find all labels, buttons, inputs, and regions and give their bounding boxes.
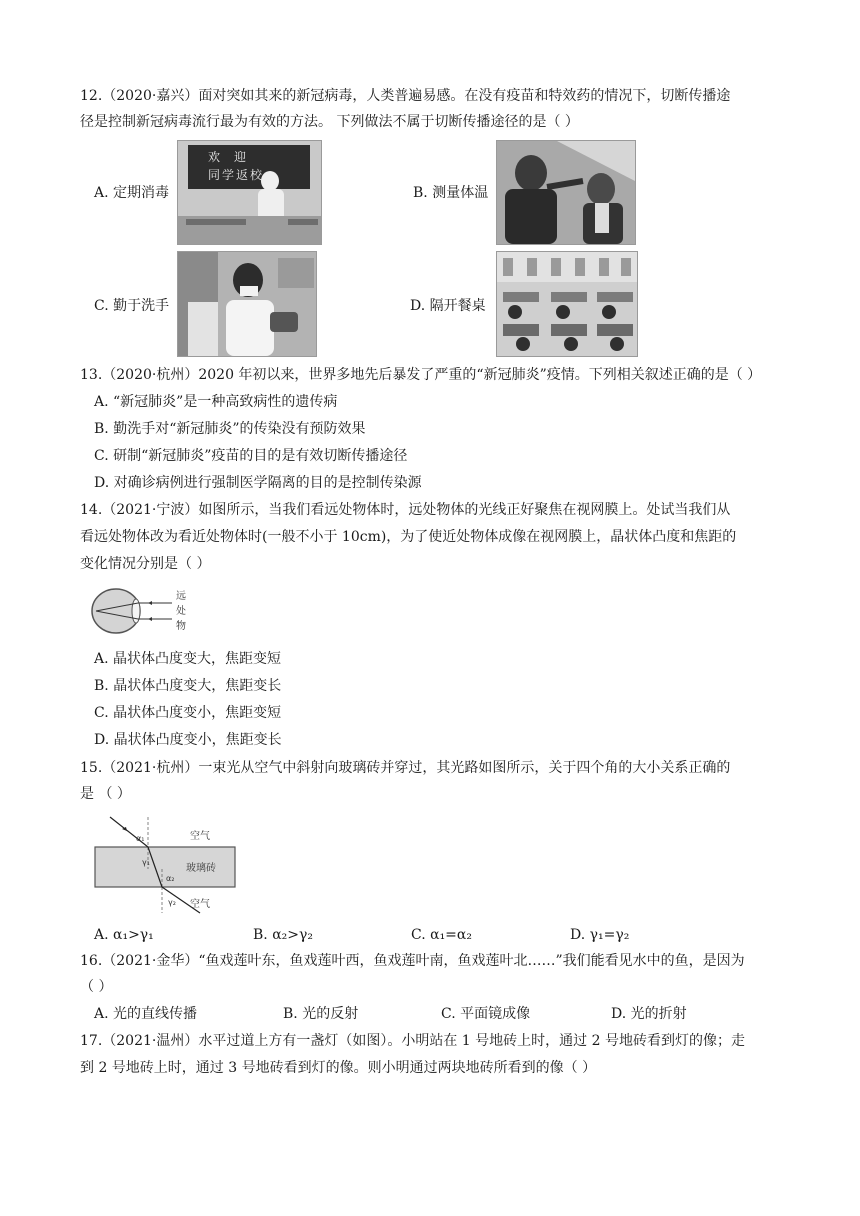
label-gamma2: γ₂	[168, 898, 176, 907]
photo-a-char-2: 迎	[234, 150, 247, 164]
q14-stem-line2: 看远处物体改为看近处物体时(一般不小于 10cm)，为了使近处物体成像在视网膜上，晶状体凸度和焦距的	[80, 529, 737, 545]
q13-option-d: D. 对确诊病例进行强制医学隔离的目的是控制传染源	[94, 475, 422, 491]
q15-stem-line1: 15.（2021·杭州）一束光从空气中斜射向玻璃砖并穿过，其光路如图所示，关于四个角的大小关系正确的	[80, 760, 731, 776]
q14-stem-line1: 14.（2021·宁波）如图所示，当我们看远处物体时，远处物体的光线正好聚焦在视网膜上。处试当我们从	[80, 502, 731, 518]
q14-option-c: C. 晶状体凸度变小，焦距变短	[94, 705, 282, 721]
q12-option-d: D. 隔开餐桌	[410, 298, 486, 314]
q17-stem-line1: 17.（2021·温州）水平过道上方有一盏灯（如图）。小明站在 1 号地砖上时，通过 2 号地砖看到灯的像；走	[80, 1033, 745, 1049]
label-air-bottom: 空气	[190, 899, 210, 910]
q12-option-b: B. 测量体温	[413, 185, 489, 201]
photo-separated-desks	[496, 251, 638, 357]
eye-diagram	[88, 585, 196, 637]
eye-label-2: 处	[176, 606, 186, 617]
q15-option-b: B. α₂>γ₂	[253, 927, 313, 943]
q15-stem-line2: 是 （ ）	[80, 786, 131, 802]
q12-stem-line1: 12.（2020·嘉兴）面对突如其来的新冠病毒，人类普遍易感。在没有疫苗和特效药的情况下，切断传播途	[80, 88, 731, 104]
label-alpha1: α₁	[136, 834, 145, 843]
q13-option-c: C. 研制“新冠肺炎”疫苗的目的是有效切断传播途径	[94, 448, 408, 464]
q16-option-d: D. 光的折射	[611, 1006, 687, 1022]
q15-option-c: C. α₁=α₂	[411, 927, 472, 943]
q16-option-b: B. 光的反射	[283, 1006, 359, 1022]
label-alpha2: α₂	[166, 874, 175, 883]
q13-option-b: B. 勤洗手对“新冠肺炎”的传染没有预防效果	[94, 421, 366, 437]
q12-option-a: A. 定期消毒	[94, 185, 170, 201]
photo-a-char-5: 返	[236, 168, 249, 182]
q15-option-a: A. α₁>γ₁	[94, 927, 154, 943]
photo-hand-washing	[177, 251, 317, 357]
q16-stem-line1: 16.（2021·金华）“鱼戏莲叶东，鱼戏莲叶西，鱼戏莲叶南，鱼戏莲叶北……”我们能看见水中的鱼，是因为	[80, 953, 745, 969]
glass-brick-diagram	[90, 815, 240, 915]
photo-a-char-3: 同	[208, 168, 221, 182]
q12-stem-line2: 径是控制新冠病毒流行最为有效的方法。 下列做法不属于切断传播途径的是（ ）	[80, 114, 579, 130]
q13-stem: 13.（2020·杭州）2020 年初以来，世界多地先后暴发了严重的“新冠肺炎”疫情。下列相关叙述正确的是（ ）	[80, 367, 762, 383]
q13-option-a: A. “新冠肺炎”是一种高致病性的遗传病	[94, 394, 338, 410]
q12-option-c: C. 勤于洗手	[94, 298, 170, 314]
q17-stem-line2: 到 2 号地砖上时，通过 3 号地砖看到灯的像。则小明通过两块地砖所看到的像（ ）	[80, 1060, 597, 1076]
q14-option-a: A. 晶状体凸度变大，焦距变短	[94, 651, 282, 667]
photo-a-char-6: 校	[250, 168, 263, 182]
photo-a-char-4: 学	[222, 168, 235, 182]
label-air-top: 空气	[190, 831, 210, 842]
q15-option-d: D. γ₁=γ₂	[570, 927, 630, 943]
label-glass: 玻璃砖	[186, 863, 216, 874]
photo-disinfection	[177, 140, 322, 245]
label-gamma1: γ₁	[142, 858, 150, 867]
q14-option-d: D. 晶状体凸度变小，焦距变长	[94, 732, 282, 748]
eye-label-1: 远	[176, 591, 186, 602]
q16-option-c: C. 平面镜成像	[441, 1006, 531, 1022]
q14-option-b: B. 晶状体凸度变大，焦距变长	[94, 678, 282, 694]
q16-stem-line2: （ ）	[80, 979, 113, 995]
q14-stem-line3: 变化情况分别是（ ）	[80, 556, 211, 572]
eye-label-3: 物	[176, 621, 186, 632]
photo-a-char-1: 欢	[208, 150, 221, 164]
photo-temperature-check	[496, 140, 636, 245]
q16-option-a: A. 光的直线传播	[94, 1006, 198, 1022]
